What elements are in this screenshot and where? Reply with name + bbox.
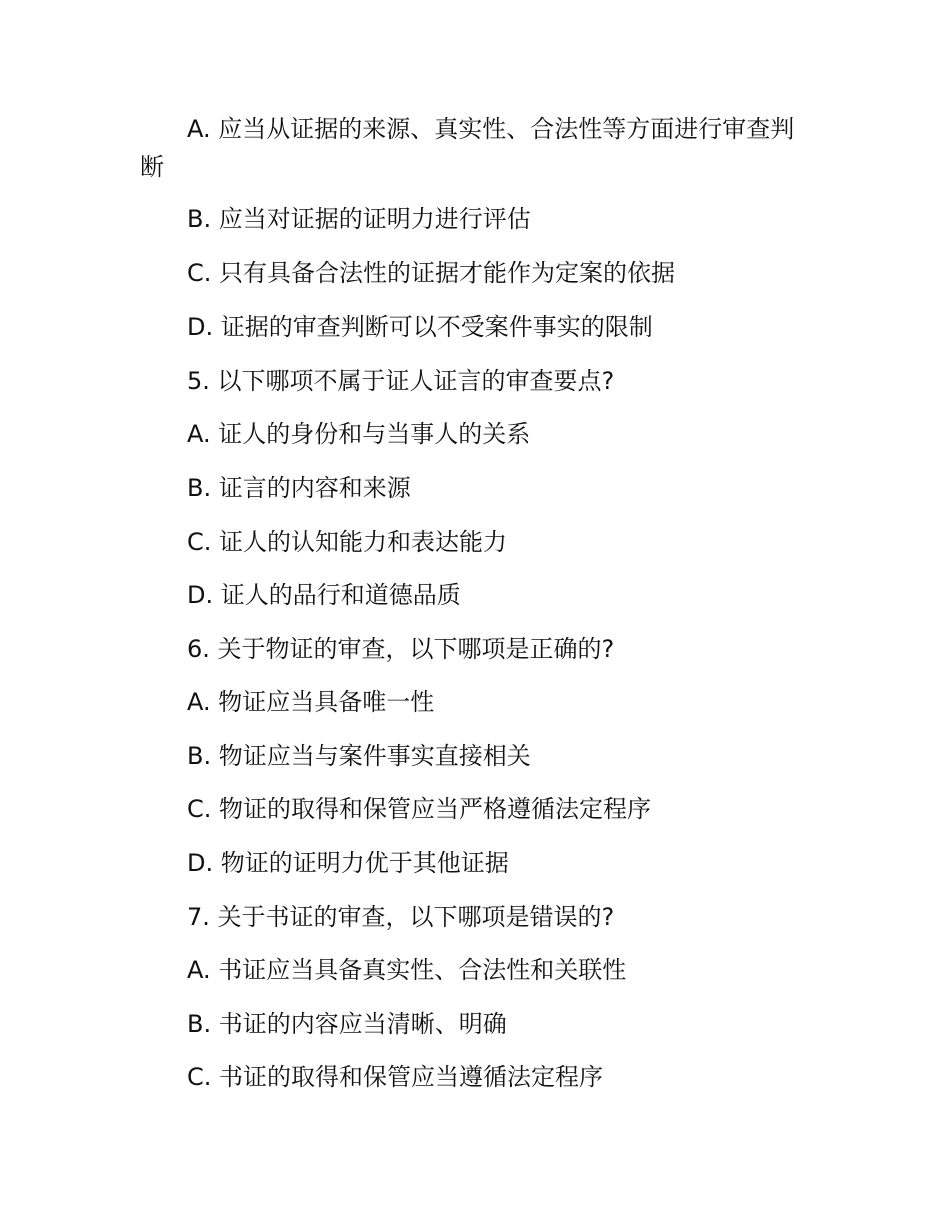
option-b-q4: B. 应当对证据的证明力进行评估 bbox=[187, 205, 531, 233]
option-d-q4: D. 证据的审查判断可以不受案件事实的限制 bbox=[187, 313, 653, 341]
option-a-q5: A. 证人的身份和与当事人的关系 bbox=[187, 420, 531, 448]
option-b-q7: B. 书证的内容应当清晰、明确 bbox=[187, 1010, 507, 1038]
question-5: 5. 以下哪项不属于证人证言的审查要点? bbox=[187, 367, 615, 395]
option-c-q5: C. 证人的认知能力和表达能力 bbox=[187, 528, 508, 556]
option-a-q6: A. 物证应当具备唯一性 bbox=[187, 688, 435, 716]
option-d-q5: D. 证人的品行和道德品质 bbox=[187, 581, 461, 609]
option-a-q7: A. 书证应当具备真实性、合法性和关联性 bbox=[187, 956, 627, 984]
option-b-q5: B. 证言的内容和来源 bbox=[187, 474, 411, 502]
option-a-q4: A. 应当从证据的来源、真实性、合法性等方面进行审查判断 bbox=[140, 115, 795, 181]
option-c-q6: C. 物证的取得和保管应当严格遵循法定程序 bbox=[187, 795, 652, 823]
option-c-q4: C. 只有具备合法性的证据才能作为定案的依据 bbox=[187, 259, 676, 287]
question-7: 7. 关于书证的审查，以下哪项是错误的? bbox=[187, 903, 615, 931]
option-b-q6: B. 物证应当与案件事实直接相关 bbox=[187, 742, 531, 770]
option-c-q7: C. 书证的取得和保管应当遵循法定程序 bbox=[187, 1063, 604, 1091]
option-d-q6: D. 物证的证明力优于其他证据 bbox=[187, 849, 509, 877]
question-6: 6. 关于物证的审查，以下哪项是正确的? bbox=[187, 635, 615, 663]
